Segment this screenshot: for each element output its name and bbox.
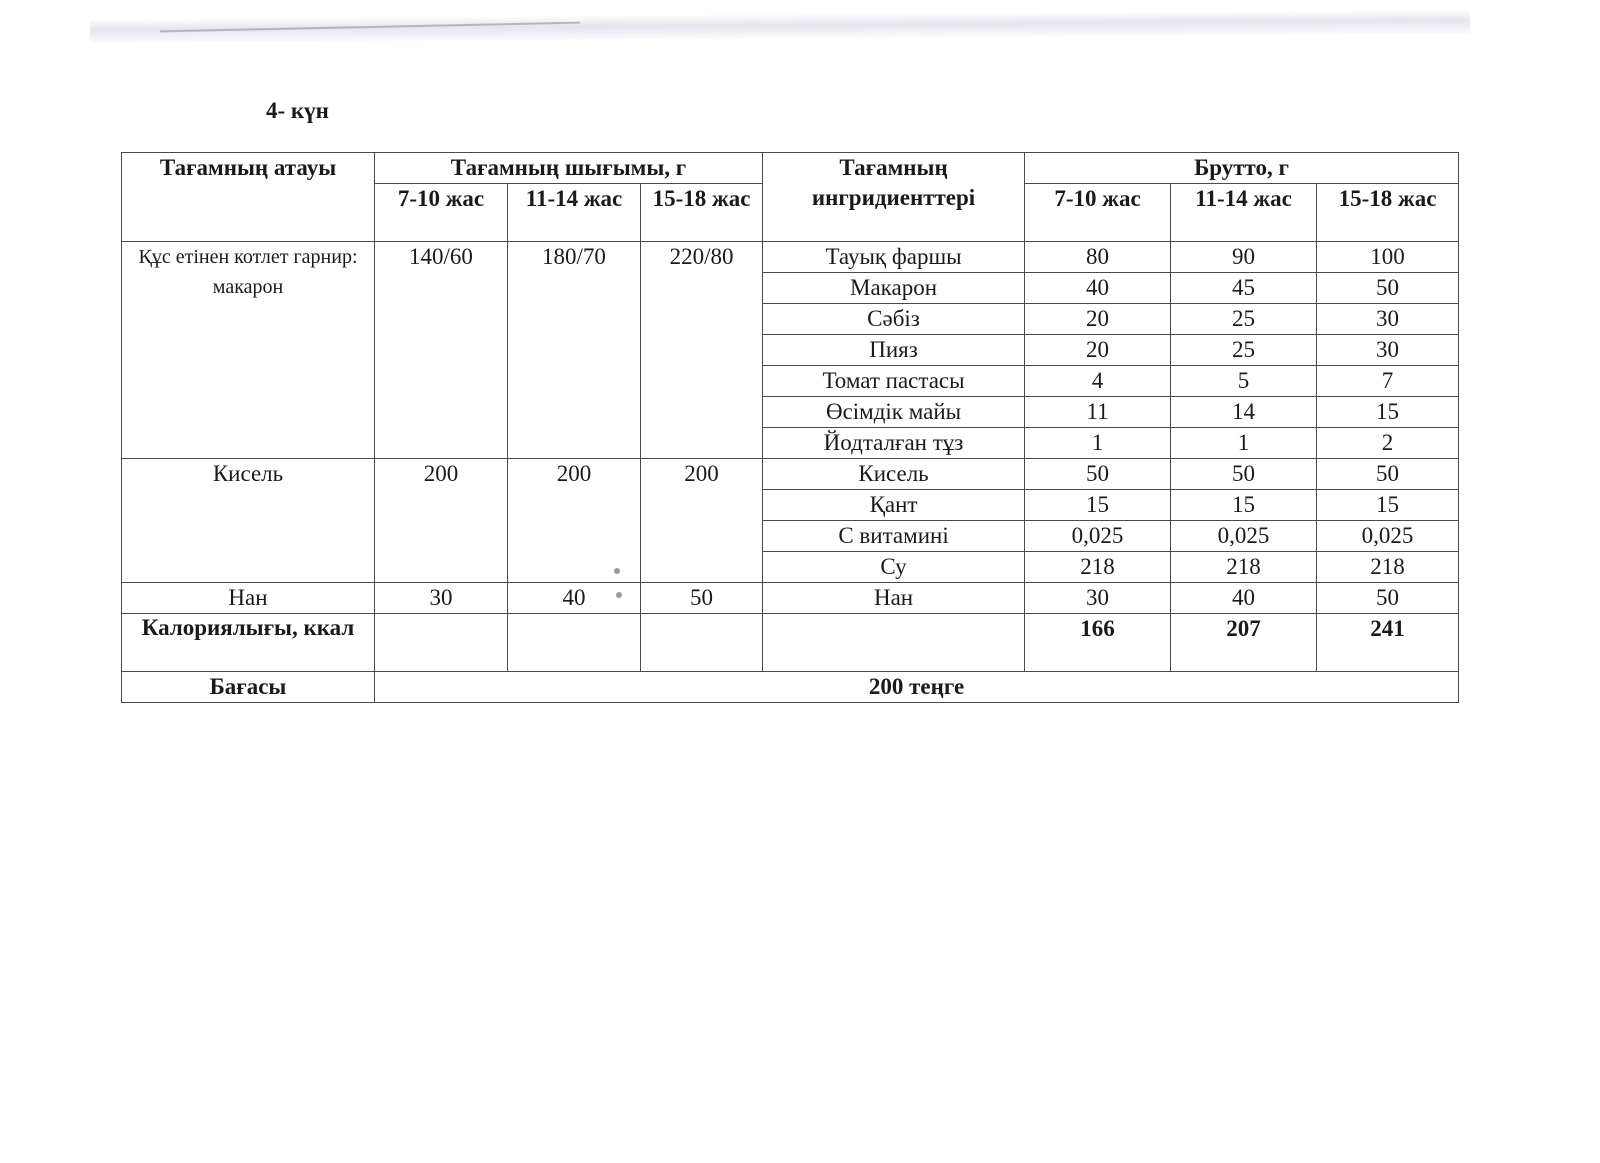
ingredient-name-cell: Макарон	[763, 273, 1025, 304]
brutto-cell: 4	[1025, 366, 1171, 397]
brutto-cell: 100	[1317, 242, 1459, 273]
dish-name-cell: Құс етінен котлет гарнир: макарон	[122, 242, 375, 459]
brutto-cell: 218	[1317, 552, 1459, 583]
ingredient-name-cell: Қант	[763, 490, 1025, 521]
brutto-cell: 80	[1025, 242, 1171, 273]
dish-output-cell: 140/60	[375, 242, 508, 459]
calories-label: Калориялығы, ккал	[122, 614, 375, 672]
header-brutto-age: 11-14 жас	[1171, 184, 1317, 242]
table-row	[122, 583, 1459, 614]
calories-row	[122, 614, 1459, 672]
brutto-cell: 5	[1171, 366, 1317, 397]
header-dish-name: Тағамның атауы	[122, 153, 375, 242]
dish-output-cell: 200	[375, 459, 508, 583]
calories-value: 241	[1317, 614, 1459, 672]
dish-output-cell: 40	[508, 583, 641, 614]
brutto-cell: 1	[1171, 428, 1317, 459]
empty-cell	[508, 614, 641, 672]
empty-cell	[641, 614, 763, 672]
ingredient-name-cell: С витамині	[763, 521, 1025, 552]
brutto-cell: 1	[1025, 428, 1171, 459]
brutto-cell: 11	[1025, 397, 1171, 428]
scan-speck	[616, 592, 622, 598]
header-ingredients: Тағамның ингридиенттері	[763, 153, 1025, 242]
brutto-cell: 30	[1317, 304, 1459, 335]
ingredient-name-cell: Өсімдік майы	[763, 397, 1025, 428]
brutto-cell: 40	[1025, 273, 1171, 304]
ingredient-name-cell: Пияз	[763, 335, 1025, 366]
dish-output-cell: 200	[641, 459, 763, 583]
table-row	[122, 242, 1459, 273]
brutto-cell: 218	[1025, 552, 1171, 583]
price-value: 200 теңге	[375, 672, 1459, 703]
dish-output-cell: 30	[375, 583, 508, 614]
brutto-cell: 15	[1025, 490, 1171, 521]
brutto-cell: 0,025	[1317, 521, 1459, 552]
header-output: Тағамның шығымы, г	[375, 153, 763, 184]
dish-output-cell: 50	[641, 583, 763, 614]
brutto-cell: 0,025	[1025, 521, 1171, 552]
header-output-age: 11-14 жас	[508, 184, 641, 242]
menu-table	[121, 152, 1459, 703]
header-brutto-age: 7-10 жас	[1025, 184, 1171, 242]
brutto-cell: 50	[1317, 273, 1459, 304]
header-row-1	[122, 153, 1459, 184]
ingredient-name-cell: Су	[763, 552, 1025, 583]
header-brutto: Брутто, г	[1025, 153, 1459, 184]
dish-output-cell: 220/80	[641, 242, 763, 459]
calories-value: 166	[1025, 614, 1171, 672]
brutto-cell: 15	[1171, 490, 1317, 521]
brutto-cell: 20	[1025, 335, 1171, 366]
ingredient-name-cell: Тауық фаршы	[763, 242, 1025, 273]
dish-name-cell: Нан	[122, 583, 375, 614]
header-output-age: 15-18 жас	[641, 184, 763, 242]
brutto-cell: 218	[1171, 552, 1317, 583]
ingredient-name-cell: Сәбіз	[763, 304, 1025, 335]
brutto-cell: 15	[1317, 397, 1459, 428]
price-row	[122, 672, 1459, 703]
brutto-cell: 50	[1317, 583, 1459, 614]
brutto-cell: 30	[1317, 335, 1459, 366]
empty-cell	[375, 614, 508, 672]
brutto-cell: 50	[1317, 459, 1459, 490]
brutto-cell: 40	[1171, 583, 1317, 614]
brutto-cell: 30	[1025, 583, 1171, 614]
ingredient-name-cell: Йодталған тұз	[763, 428, 1025, 459]
brutto-cell: 15	[1317, 490, 1459, 521]
header-brutto-age: 15-18 жас	[1317, 184, 1459, 242]
empty-cell	[763, 614, 1025, 672]
ingredient-name-cell: Томат пастасы	[763, 366, 1025, 397]
scan-speck	[614, 568, 620, 574]
brutto-cell: 25	[1171, 304, 1317, 335]
brutto-cell: 50	[1171, 459, 1317, 490]
brutto-cell: 14	[1171, 397, 1317, 428]
dish-name-cell: Кисель	[122, 459, 375, 583]
brutto-cell: 7	[1317, 366, 1459, 397]
table-row	[122, 459, 1459, 490]
day-title: 4- күн	[266, 98, 329, 123]
brutto-cell: 50	[1025, 459, 1171, 490]
calories-value: 207	[1171, 614, 1317, 672]
brutto-cell: 0,025	[1171, 521, 1317, 552]
brutto-cell: 2	[1317, 428, 1459, 459]
ingredient-name-cell: Нан	[763, 583, 1025, 614]
brutto-cell: 25	[1171, 335, 1317, 366]
brutto-cell: 45	[1171, 273, 1317, 304]
brutto-cell: 90	[1171, 242, 1317, 273]
dish-output-cell: 200	[508, 459, 641, 583]
brutto-cell: 20	[1025, 304, 1171, 335]
scan-edge-shadow	[90, 9, 1470, 43]
header-output-age: 7-10 жас	[375, 184, 508, 242]
price-label: Бағасы	[122, 672, 375, 703]
ingredient-name-cell: Кисель	[763, 459, 1025, 490]
dish-output-cell: 180/70	[508, 242, 641, 459]
